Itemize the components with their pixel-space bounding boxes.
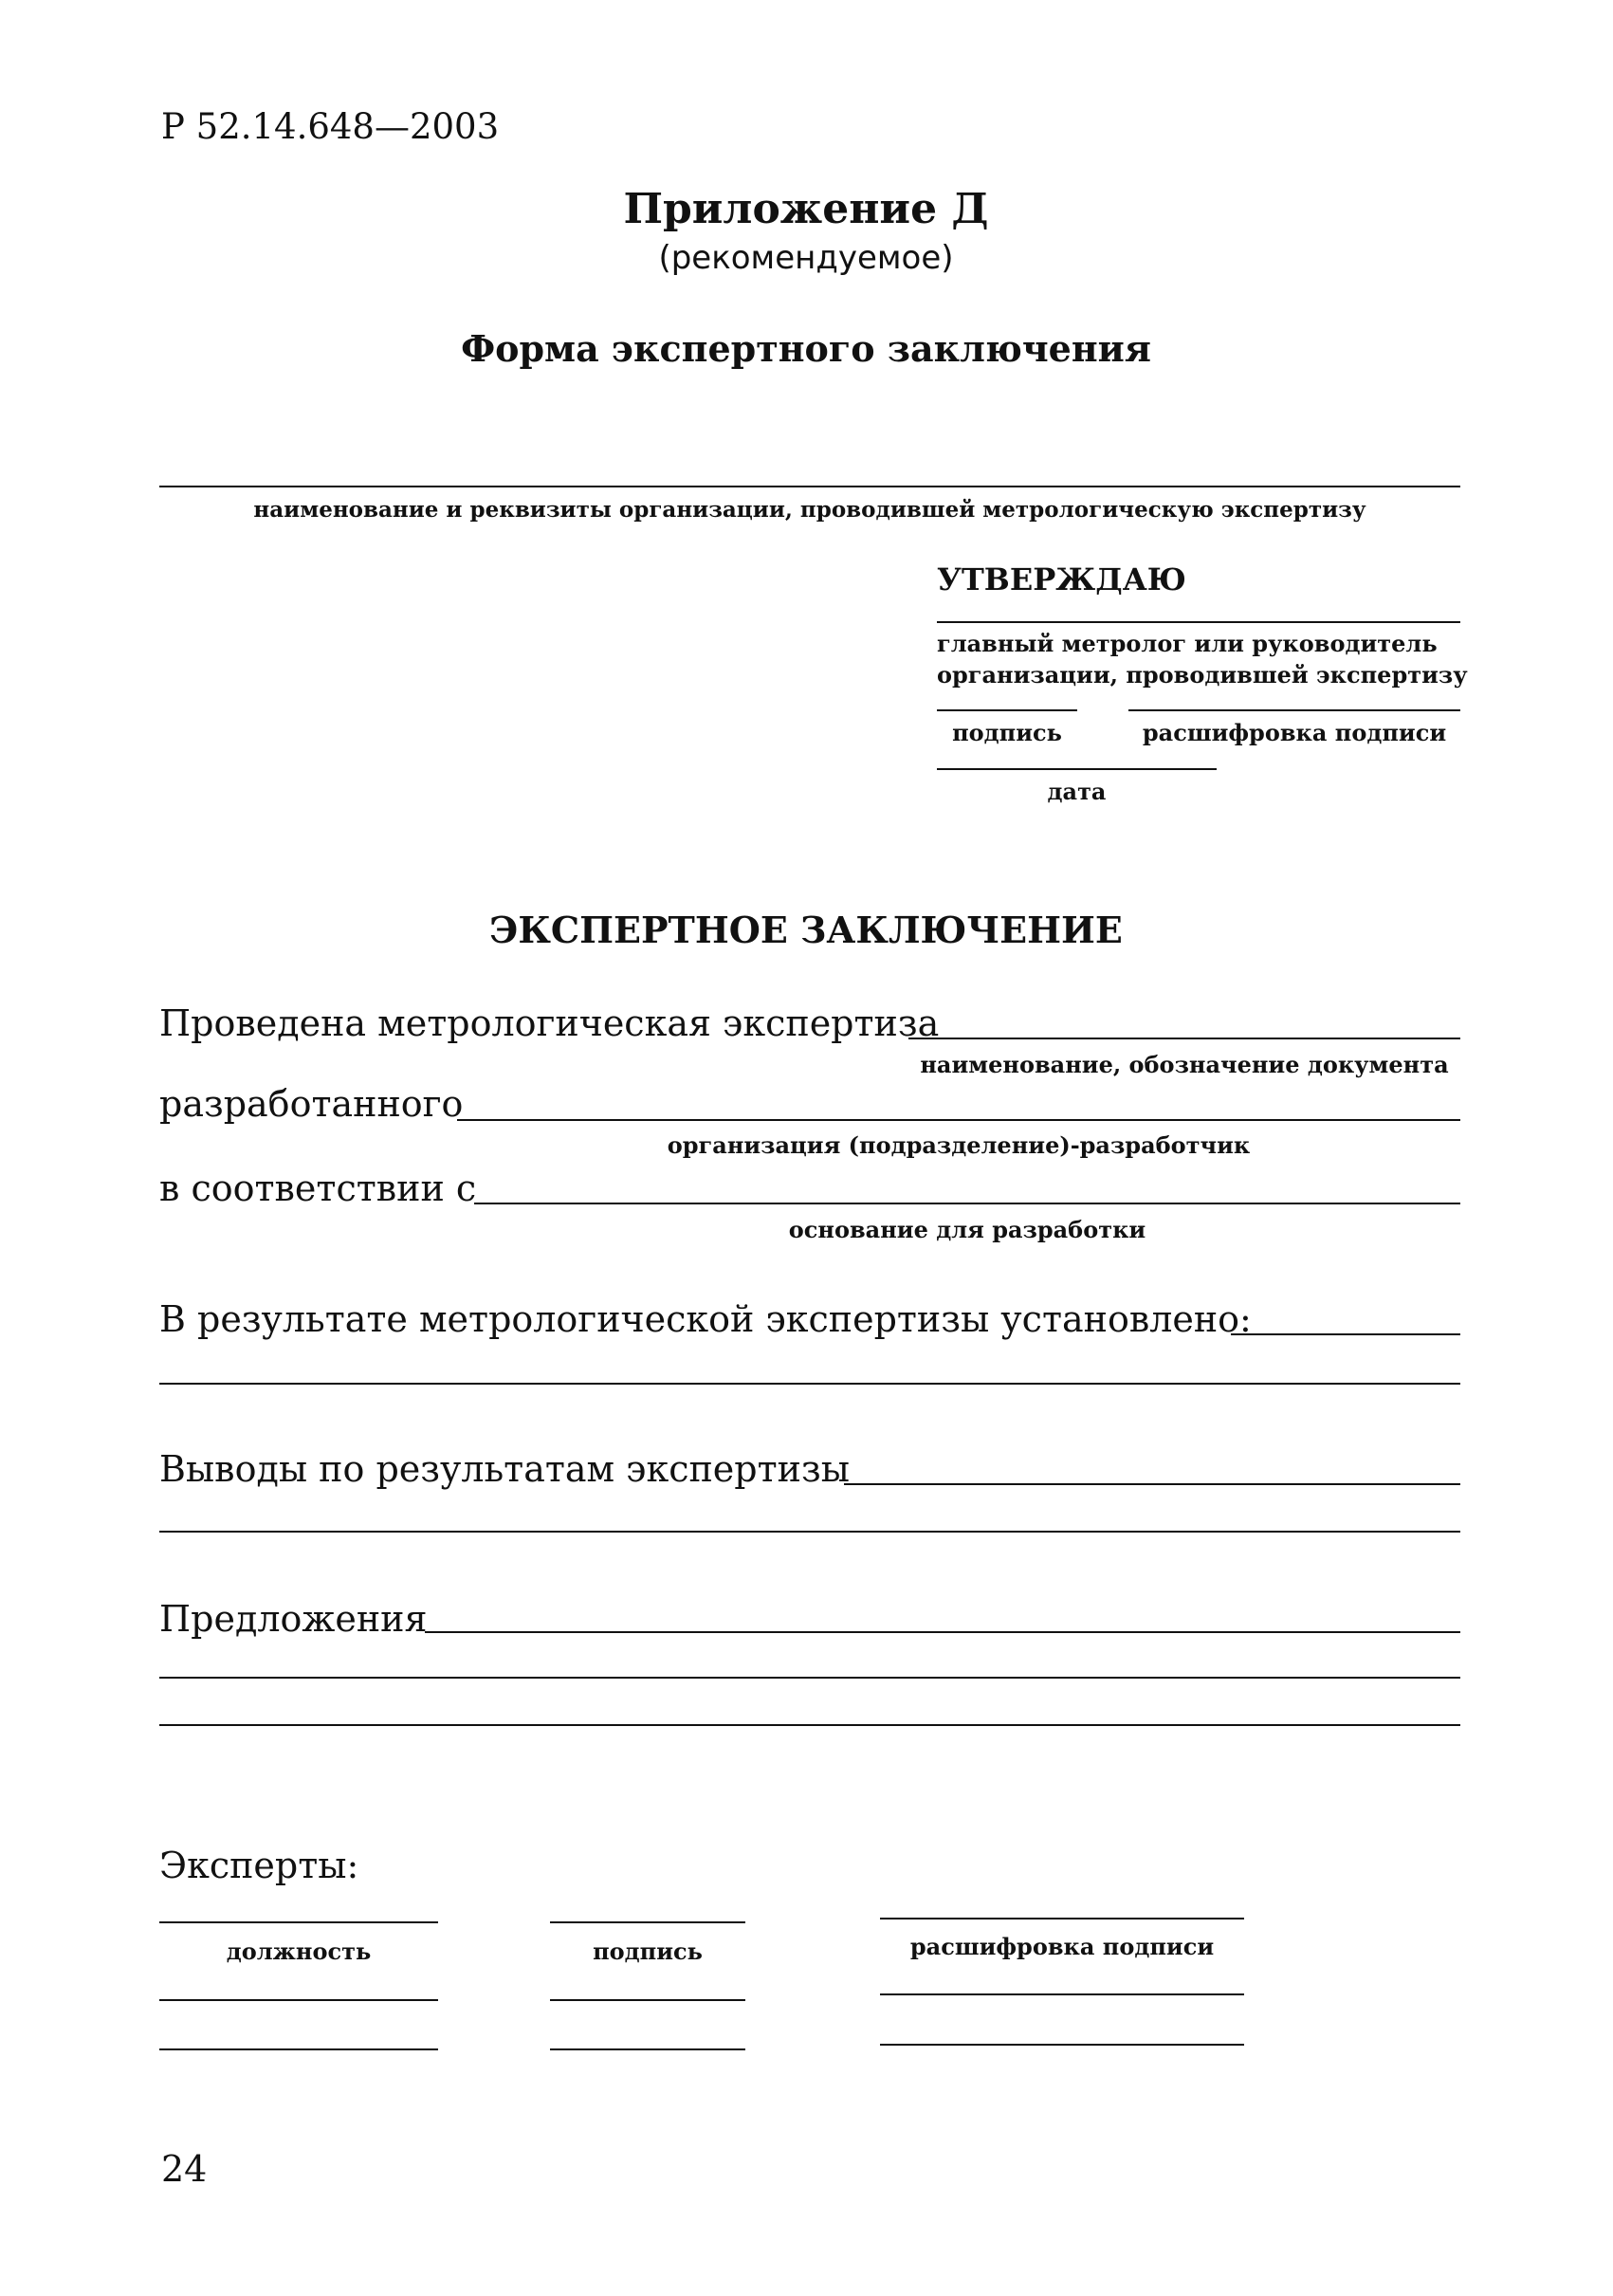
result-field-1[interactable]	[1231, 1333, 1460, 1335]
proposals-label: Предложения	[159, 1598, 428, 1640]
expert-decoding-field-1[interactable]	[880, 1918, 1244, 1919]
approver-decoding-caption: расшифровка подписи	[1142, 719, 1447, 746]
appendix-subtitle: (рекомендуемое)	[658, 239, 954, 277]
approval-date-caption: дата	[1047, 778, 1107, 805]
developed-label: разработанного	[159, 1083, 464, 1125]
findings-label: Выводы по результатам экспертизы	[159, 1448, 850, 1490]
expert-position-caption: должность	[226, 1938, 372, 1965]
expert-decoding-caption: расшифровка подписи	[909, 1933, 1215, 1960]
approver-position-caption-1: главный метролог или руководитель	[937, 630, 1438, 657]
page-number: 24	[161, 2148, 208, 2190]
document-name-field[interactable]	[908, 1038, 1460, 1039]
developer-field[interactable]	[457, 1119, 1460, 1121]
document-name-caption: наименование, обозначение документа	[920, 1051, 1449, 1078]
approver-decoding-field[interactable]	[1128, 709, 1460, 711]
approver-position-caption-2: организации, проводившей экспертизу	[937, 661, 1468, 689]
findings-field-1[interactable]	[844, 1483, 1460, 1485]
form-title: Форма экспертного заключения	[461, 327, 1151, 370]
expert-signature-field-1[interactable]	[550, 1921, 745, 1923]
expert-position-field-3[interactable]	[159, 2048, 438, 2050]
proposals-field-3[interactable]	[159, 1724, 1460, 1726]
expert-position-field-2[interactable]	[159, 1999, 438, 2001]
approve-heading: УТВЕРЖДАЮ	[937, 561, 1186, 597]
approver-signature-field[interactable]	[937, 709, 1077, 711]
accordance-label: в соответствии с	[159, 1167, 477, 1209]
result-field-2[interactable]	[159, 1383, 1460, 1385]
expert-position-field-1[interactable]	[159, 1921, 438, 1923]
proposals-field-2[interactable]	[159, 1677, 1460, 1679]
expert-signature-field-2[interactable]	[550, 1999, 745, 2001]
organization-field[interactable]	[159, 486, 1460, 487]
findings-field-2[interactable]	[159, 1531, 1460, 1533]
approver-position-field[interactable]	[937, 621, 1460, 623]
expert-decoding-field-2[interactable]	[880, 1993, 1244, 1995]
expert-decoding-field-3[interactable]	[880, 2044, 1244, 2046]
basis-field[interactable]	[474, 1203, 1460, 1204]
result-label: В результате метрологической экспертизы установлено:	[159, 1298, 1252, 1340]
appendix-title: Приложение Д	[623, 185, 989, 233]
approval-date-field[interactable]	[937, 768, 1217, 770]
organization-caption: наименование и реквизиты организации, проводившей метрологическую экспертизу	[253, 497, 1366, 523]
conclusion-title: ЭКСПЕРТНОЕ ЗАКЛЮЧЕНИЕ	[489, 909, 1123, 951]
proposals-field-1[interactable]	[425, 1631, 1460, 1633]
expert-signature-caption: подпись	[593, 1938, 703, 1965]
conducted-label: Проведена метрологическая экспертиза	[159, 1002, 940, 1044]
basis-caption: основание для разработки	[788, 1216, 1146, 1243]
expert-signature-field-3[interactable]	[550, 2048, 745, 2050]
approver-signature-caption: подпись	[952, 719, 1062, 746]
experts-label: Эксперты:	[159, 1845, 359, 1886]
developer-caption: организация (подразделение)-разработчик	[667, 1131, 1251, 1159]
document-code: Р 52.14.648—2003	[161, 106, 500, 147]
